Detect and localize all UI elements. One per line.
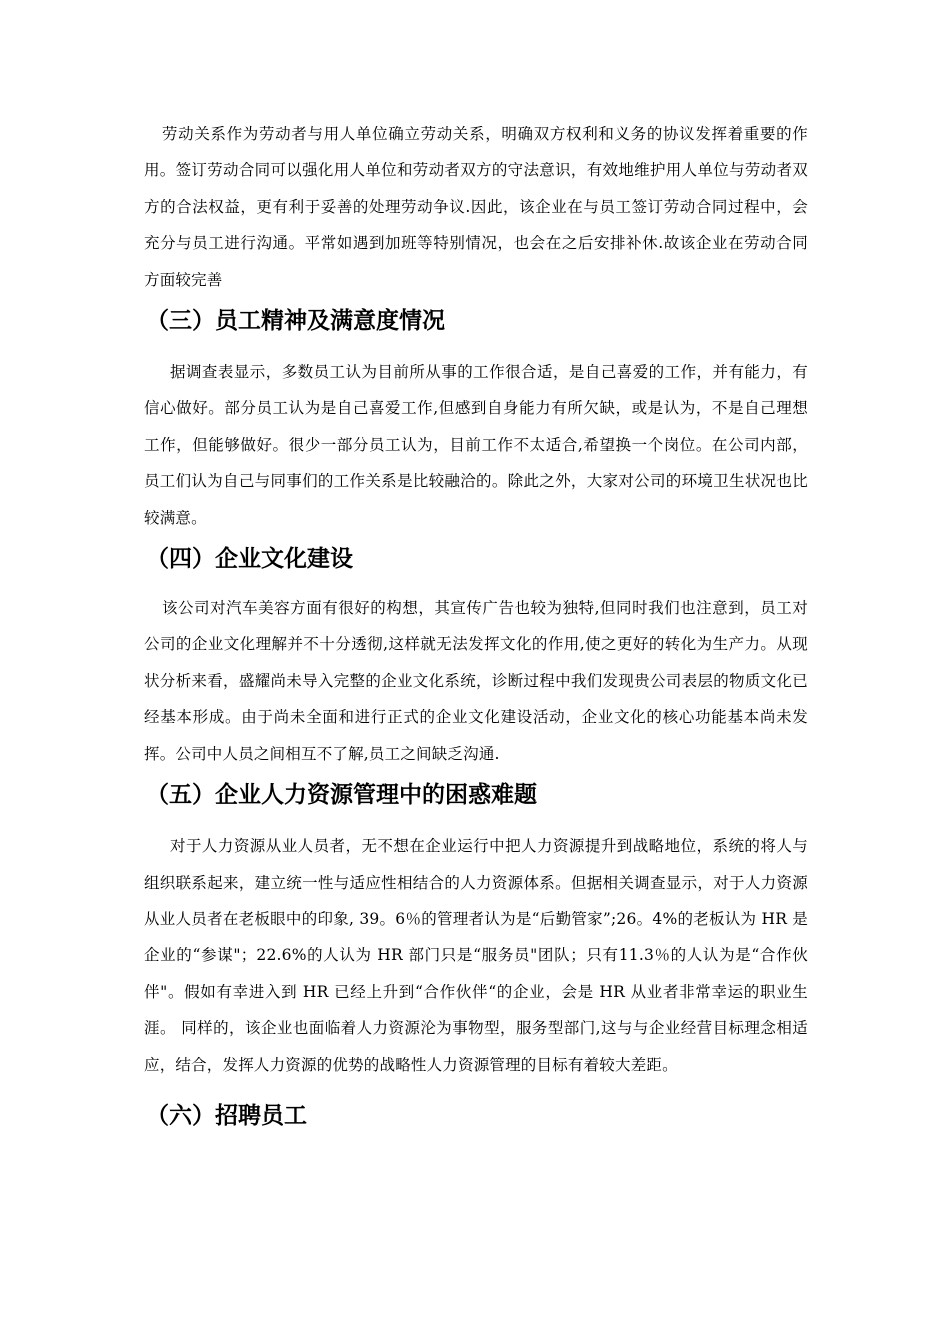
heading-section-3: （三）员工精神及满意度情况 — [146, 308, 445, 335]
heading-section-4: （四）企业文化建设 — [146, 546, 353, 573]
paragraph-labor-contract: 劳动关系作为劳动者与用人单位确立劳动关系，明确双方权利和义务的协议发挥着重要的作用。签订劳动合同可以强化用人单位和劳动者双方的守法意识，有效地维护用人单位与劳动者双方的合法权益，更有利于妥善的处理劳动争议.因此，该企业在与员工签订劳动合同过程中，会充分与员工进行沟通。平常如遇到加班等特别情况，也会在之后安排补休.故该企业在劳动合同方面较完善 — [144, 125, 808, 289]
paragraph-satisfaction: 据调查表显示，多数员工认为目前所从事的工作很合适，是自己喜爱的工作，并有能力，有信心做好。部分员工认为是自己喜爱工作,但感到自身能力有所欠缺，或是认为，不是自己理想工作，但能够做好。很少一部分员工认为，目前工作不太适合,希望换一个岗位。在公司内部，员工们认为自己与同事们的工作关系是比较融洽的。除此之外，大家对公司的环境卫生状况也比较满意。 — [144, 363, 808, 527]
paragraph-hr-problems: 对于人力资源从业人员者，无不想在企业运行中把人力资源提升到战略地位，系统的将人与组织联系起来，建立统一性与适应性相结合的人力资源体系。但据相关调查显示，对于人力资源从业人员者在老板眼中的印象, 39。6％的管理者认为是“后勤管家”;26。4%的老板认为 HR 是企业的“参谋"；22.6%的人认为 HR 部门只是“服务员"团队；只有11.3％的人认为是“合作伙伴"。假如有幸进入到 HR 已经上升到“合作伙伴“的企业，会是 HR 从业者非常幸运的职业生涯。 同样的，该企业也面临着人力资源沦为事物型，服务型部门,这与与企业经营目标理念相适应，结合，发挥人力资源的优势的战略性人力资源管理的目标有着较大差距。 — [144, 837, 808, 1074]
document-page — [144, 116, 808, 1131]
heading-section-6: （六）招聘员工 — [146, 1102, 307, 1129]
paragraph-culture: 该公司对汽车美容方面有很好的构想，其宣传广告也较为独特,但同时我们也注意到，员工对公司的企业文化理解并不十分透彻,这样就无法发挥文化的作用,使之更好的转化为生产力。从现状分析来看，盛耀尚未导入完整的企业文化系统，诊断过程中我们发现贵公司表层的物质文化已经基本形成。由于尚未全面和进行正式的企业文化建设活动，企业文化的核心功能基本尚未发挥。公司中人员之间相互不了解,员工之间缺乏沟通. — [144, 599, 808, 763]
heading-section-5: （五）企业人力资源管理中的困惑难题 — [146, 782, 537, 809]
